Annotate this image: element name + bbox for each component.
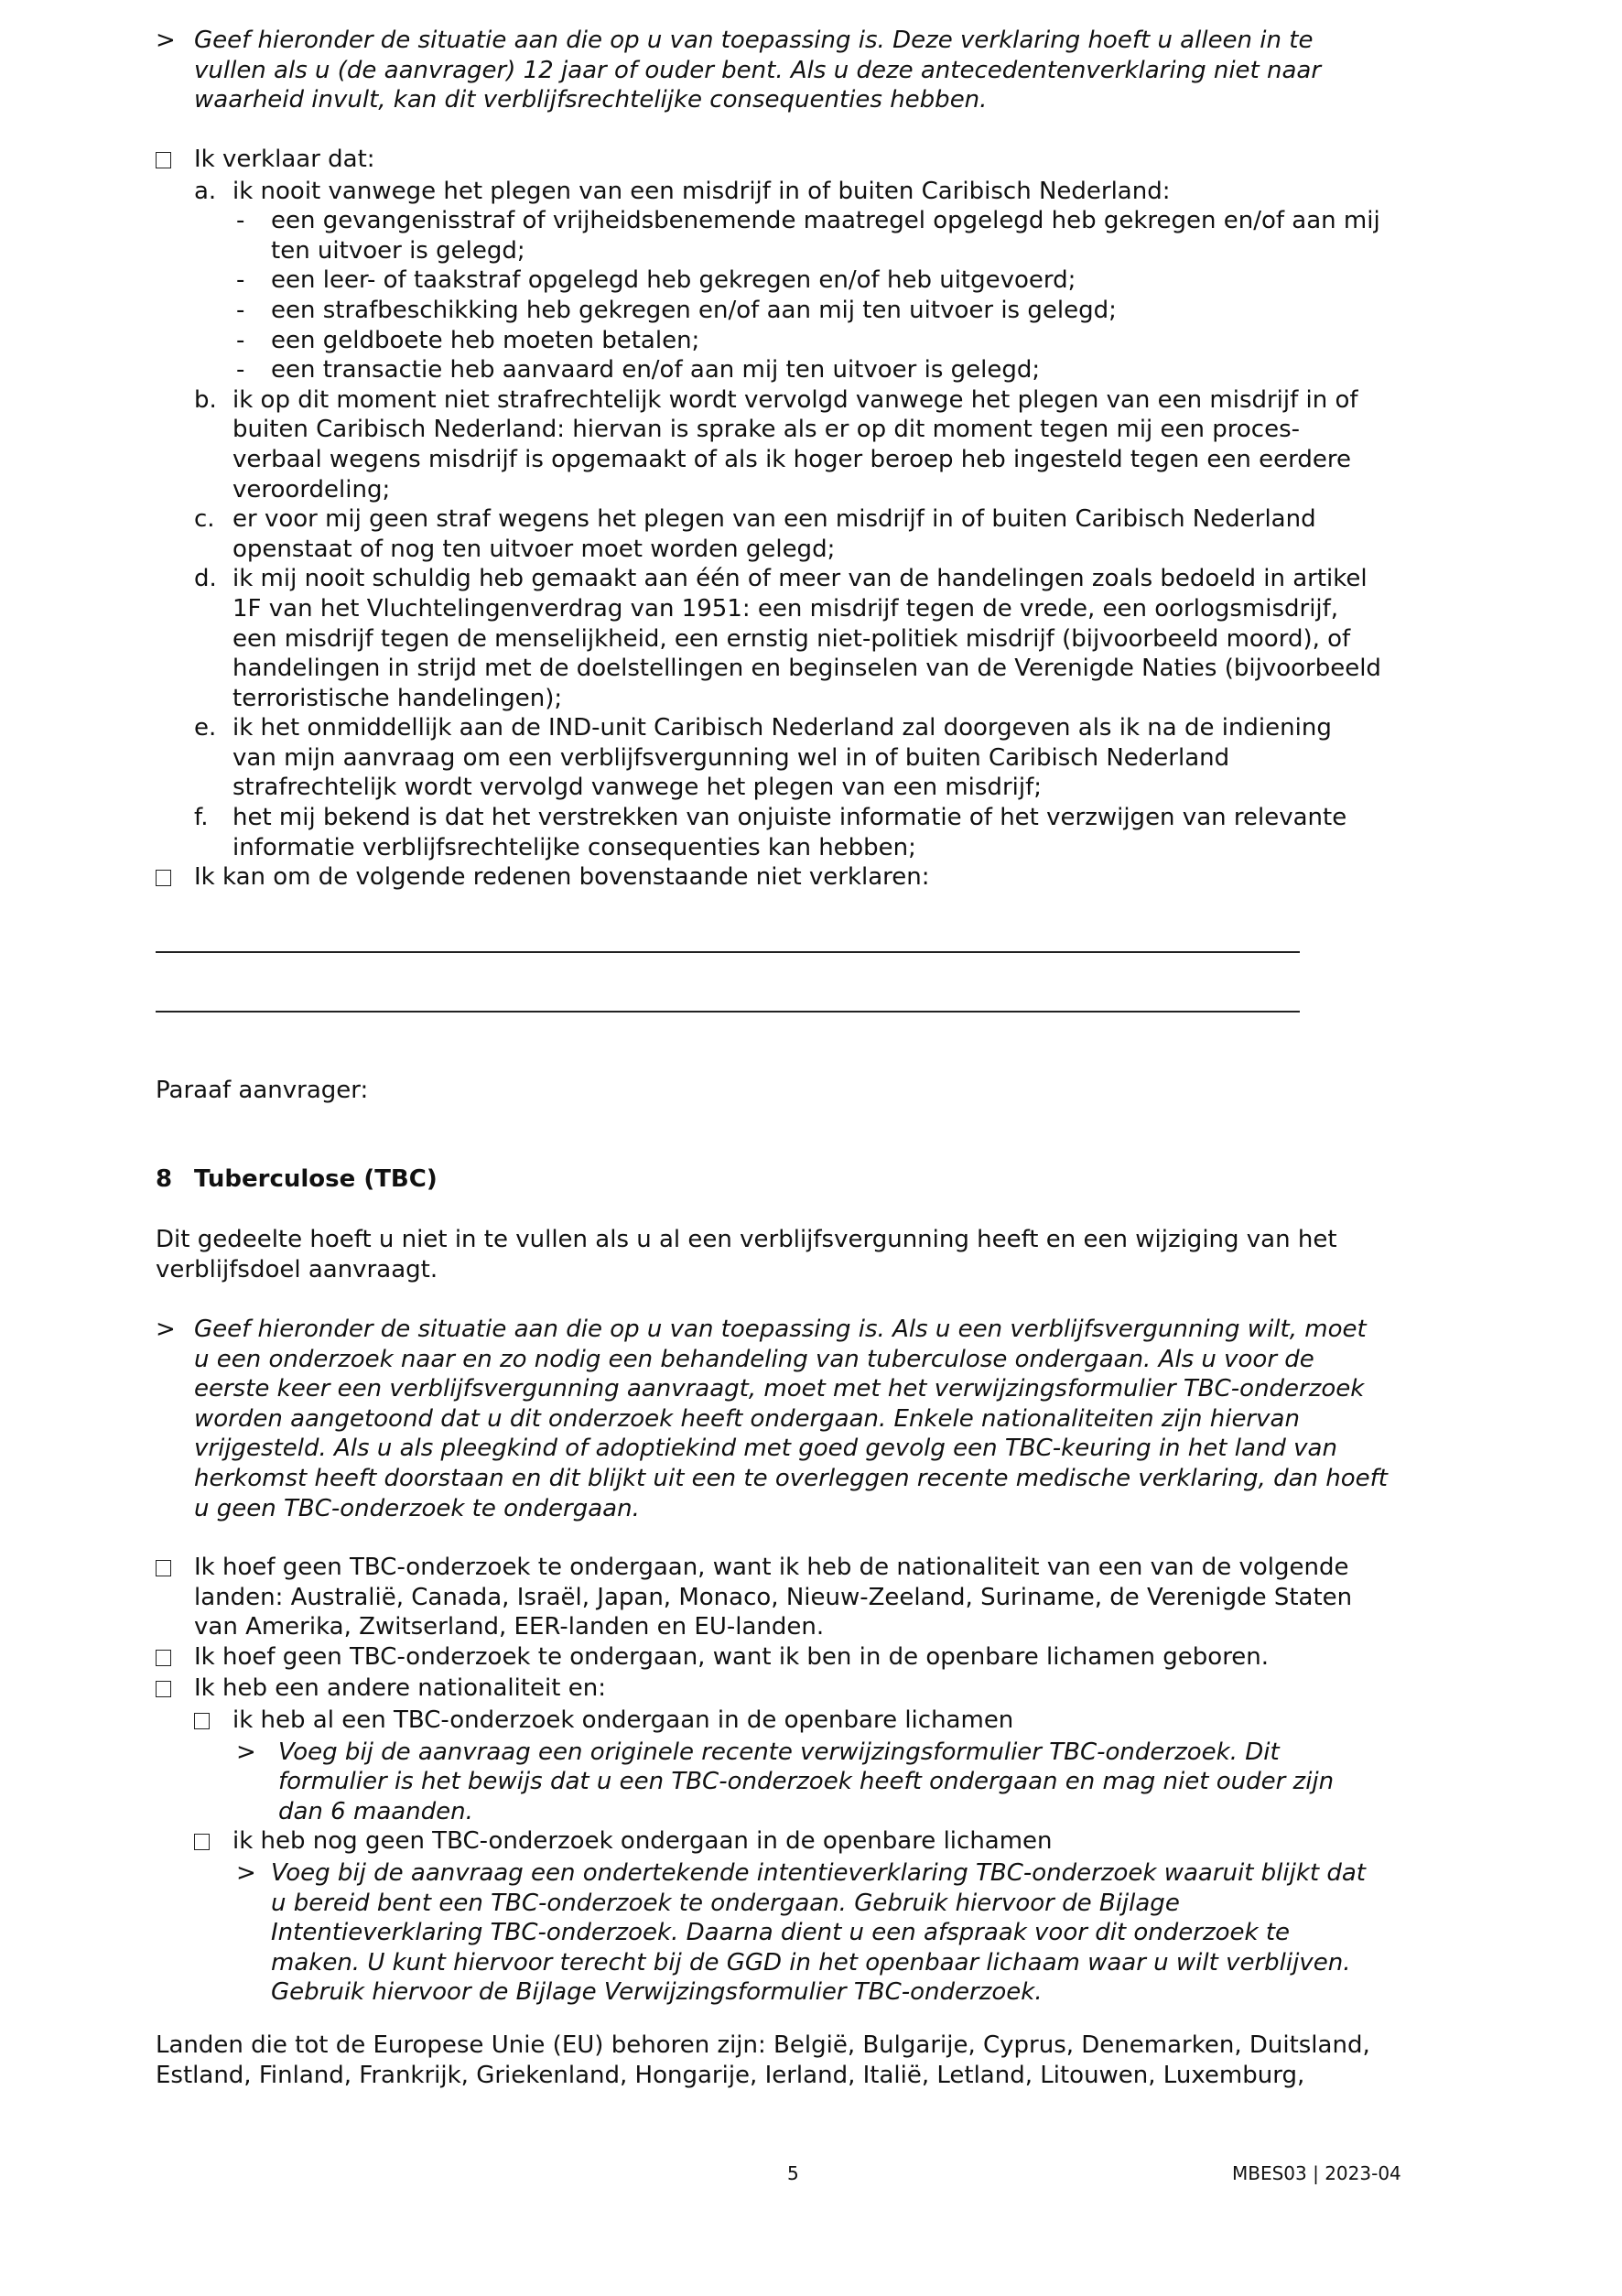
item-text: van mijn aanvraag om een verblijfsvergunning wel in of buiten Caribisch Nederland xyxy=(232,743,1230,772)
checkbox-declare[interactable] xyxy=(156,152,171,168)
item-text: strafrechtelijk wordt vervolgd vanwege het plegen van een misdrijf; xyxy=(232,774,1042,802)
suboption-note xyxy=(156,1858,1455,2008)
item-text: het mij bekend is dat het verstrekken van onjuiste informatie of het verzwijgen van relevante xyxy=(232,804,1347,832)
intro-line: Dit gedeelte hoeft u niet in te vullen als u al een verblijfsvergunning heeft en een wijziging van het xyxy=(156,1226,1337,1253)
subitem-text: een strafbeschikking heb gekregen en/of aan mij ten uitvoer is gelegd; xyxy=(271,296,1117,324)
option-text: landen: Australië, Canada, Israël, Japan, Monaco, Nieuw-Zeeland, Suriname, de Verenigde Staten xyxy=(194,1583,1353,1611)
instruction-line: worden aangetoond dat u dit onderzoek heeft ondergaan. Enkele nationaliteiten zijn hiervan xyxy=(194,1404,1300,1433)
tbc-option-other-nationality xyxy=(156,1673,1455,1706)
eu-countries xyxy=(156,2031,1455,2090)
declaration-section xyxy=(156,145,1455,894)
instruction-line: vrijgesteld. Als u als pleegkind of adoptiekind met goed gevolg een TBC-keuring in het land van xyxy=(194,1435,1337,1463)
tbc-option-exempt-nationality xyxy=(156,1553,1455,1642)
item-text: ik het onmiddellijk aan de IND-unit Caribisch Nederland zal doorgeven als ik na de indiening xyxy=(232,714,1332,742)
item-label: e. xyxy=(194,714,217,742)
instruction-line: u een onderzoek naar en zo nodig een behandeling van tuberculose ondergaan. Als u voor de xyxy=(194,1345,1314,1373)
instruction-line: waarheid invult, kan dit verblijfsrechtelijke consequenties hebben. xyxy=(194,86,988,114)
option-declare xyxy=(156,145,1455,177)
subitem xyxy=(156,206,1455,265)
tbc-instruction xyxy=(156,1315,1455,1523)
option-cannot-declare-label: Ik kan om de volgende redenen bovenstaande niet verklaren: xyxy=(194,863,930,892)
declaration-item-e xyxy=(156,713,1455,803)
item-text: buiten Caribisch Nederland: hiervan is sprake als er op dit moment tegen mij een proces- xyxy=(232,416,1301,444)
reason-line-2[interactable] xyxy=(156,1011,1300,1013)
checkbox-cannot-declare[interactable] xyxy=(156,870,171,886)
item-text: terroristische handelingen); xyxy=(232,684,563,712)
subitem xyxy=(156,265,1455,296)
section-number: 8 xyxy=(156,1165,173,1193)
note-line: formulier is het bewijs dat u een TBC-onderzoek heeft ondergaan en mag niet ouder zijn xyxy=(278,1768,1335,1796)
instruction-line: vullen als u (de aanvrager) 12 jaar of ouder bent. Als u deze antecedentenverklaring niet naar xyxy=(194,56,1322,84)
item-text: ik op dit moment niet strafrechtelijk wordt vervolgd vanwege het plegen van een misdrijf in of xyxy=(232,385,1358,414)
item-text: een misdrijf tegen de menselijkheid, een ernstig niet-politiek misdrijf (bijvoorbeeld moord), of xyxy=(232,624,1351,653)
subitem-text: een gevangenisstraf of vrijheidsbenemende maatregel opgelegd heb gekregen en/of aan mij xyxy=(271,207,1380,235)
note-line: dan 6 maanden. xyxy=(278,1797,473,1825)
suboption-note xyxy=(156,1738,1455,1827)
item-label: d. xyxy=(194,565,217,593)
declaration-item-c xyxy=(156,504,1455,564)
suboption-text: ik heb al een TBC-onderzoek ondergaan in de openbare lichamen xyxy=(232,1706,1014,1734)
item-label: b. xyxy=(194,385,217,414)
instruction-line: u geen TBC-onderzoek te ondergaan. xyxy=(194,1494,640,1522)
instruction-line: Geef hieronder de situatie aan die op u van toepassing is. Deze verklaring hoeft u alleen in te xyxy=(194,27,1314,54)
item-text: 1F van het Vluchtelingenverdrag van 1951: een misdrijf tegen de vrede, een oorlogsmisdrijf, xyxy=(232,594,1339,623)
item-text: informatie verblijfsrechtelijke consequenties kan hebben; xyxy=(232,833,916,861)
option-cannot-declare xyxy=(156,862,1455,894)
item-text: openstaat of nog ten uitvoer moet worden gelegd; xyxy=(232,535,836,563)
declaration-item-f xyxy=(156,803,1455,862)
subitem-text: een geldboete heb moeten betalen; xyxy=(271,326,700,354)
tbc-option-born-public-bodies xyxy=(156,1642,1455,1674)
note-line: Voeg bij de aanvraag een ondertekende intentieverklaring TBC-onderzoek waaruit blijkt dat xyxy=(271,1858,1366,1887)
pointer-icon: > xyxy=(236,1858,256,1887)
note-line: Voeg bij de aanvraag een originele recente verwijzingsformulier TBC-onderzoek. Dit xyxy=(278,1738,1280,1766)
section-title: Tuberculose (TBC) xyxy=(194,1165,438,1193)
declaration-item-d xyxy=(156,564,1455,713)
option-text: Ik heb een andere nationaliteit en: xyxy=(194,1674,606,1703)
note-line: maken. U kunt hiervoor terecht bij de GGD in het openbaar lichaam waar u wilt verblijven. xyxy=(271,1948,1351,1977)
subitem xyxy=(156,326,1455,356)
item-text: verbaal wegens misdrijf is opgemaakt of als ik hoger beroep heb ingesteld tegen een eerdere xyxy=(232,445,1351,473)
checkbox-not-yet-tested[interactable] xyxy=(194,1834,210,1850)
item-text: ik mij nooit schuldig heb gemaakt aan één of meer van de handelingen zoals bedoeld in artikel xyxy=(232,565,1368,593)
option-text: Ik hoef geen TBC-onderzoek te ondergaan, want ik ben in de openbare lichamen geboren. xyxy=(194,1642,1270,1671)
dash-icon: - xyxy=(236,266,245,295)
checkbox-born-public-bodies[interactable] xyxy=(156,1650,171,1666)
subitem-text: een leer- of taakstraf opgelegd heb gekregen en/of heb uitgevoerd; xyxy=(271,266,1076,295)
dash-icon: - xyxy=(236,356,245,384)
eu-line: Estland, Finland, Frankrijk, Griekenland, Hongarije, Ierland, Italië, Letland, Litouwen, Luxemburg, xyxy=(156,2061,1305,2089)
item-text: handelingen in strijd met de doelstellingen en beginselen van de Verenigde Naties (bijvoorbeeld xyxy=(232,655,1381,683)
tbc-suboption-not-yet-tested xyxy=(156,1826,1455,1858)
checkbox-other-nationality[interactable] xyxy=(156,1681,171,1697)
subitem-text: ten uitvoer is gelegd; xyxy=(271,236,525,265)
note-line: Intentieverklaring TBC-onderzoek. Daarna dient u een afspraak voor dit onderzoek te xyxy=(271,1919,1291,1947)
subitem xyxy=(156,296,1455,326)
subitem xyxy=(156,355,1455,385)
item-text: er voor mij geen straf wegens het plegen van een misdrijf in of buiten Caribisch Nederland xyxy=(232,505,1316,534)
instruction-line: eerste keer een verblijfsvergunning aanvraagt, moet met het verwijzingsformulier TBC-onderzoek xyxy=(194,1375,1365,1403)
reason-line-1[interactable] xyxy=(156,951,1300,953)
dash-icon: - xyxy=(236,207,245,235)
pointer-icon: > xyxy=(156,27,176,54)
dash-icon: - xyxy=(236,326,245,354)
item-label: a. xyxy=(194,177,217,205)
tbc-options xyxy=(156,1553,1455,2008)
note-line: u bereid bent een TBC-onderzoek te ondergaan. Gebruik hiervoor de Bijlage xyxy=(271,1889,1180,1917)
antecedents-instruction xyxy=(156,26,1455,115)
form-code: MBES03 | 2023-04 xyxy=(1232,2162,1401,2184)
section-intro xyxy=(156,1225,1455,1284)
page-number: 5 xyxy=(787,2162,799,2184)
item-text: ik nooit vanwege het plegen van een misdrijf in of buiten Caribisch Nederland: xyxy=(232,177,1171,205)
declaration-item-a xyxy=(156,177,1455,207)
option-text: Ik hoef geen TBC-onderzoek te ondergaan, want ik heb de nationaliteit van een van de volgende xyxy=(194,1554,1349,1581)
suboption-text: ik heb nog geen TBC-onderzoek ondergaan in de openbare lichamen xyxy=(232,1827,1053,1856)
item-text: veroordeling; xyxy=(232,475,391,504)
dash-icon: - xyxy=(236,296,245,324)
instruction-line: herkomst heeft doorstaan en dit blijkt uit een te overleggen recente medische verklaring, dan hoeft xyxy=(194,1464,1388,1492)
note-line: Gebruik hiervoor de Bijlage Verwijzingsformulier TBC-onderzoek. xyxy=(271,1978,1043,2007)
item-label: f. xyxy=(194,804,209,832)
checkbox-already-tested[interactable] xyxy=(194,1713,210,1729)
pointer-icon: > xyxy=(156,1316,176,1343)
option-text: van Amerika, Zwitserland, EER-landen en EU-landen. xyxy=(194,1613,825,1641)
option-declare-label: Ik verklaar dat: xyxy=(194,146,375,173)
subitem-text: een transactie heb aanvaard en/of aan mij ten uitvoer is gelegd; xyxy=(271,356,1041,384)
section-heading xyxy=(156,1164,438,1195)
declaration-item-b xyxy=(156,385,1455,504)
eu-line: Landen die tot de Europese Unie (EU) behoren zijn: België, Bulgarije, Cyprus, Denemarken, Duitsland, xyxy=(156,2031,1370,2059)
intro-line: verblijfsdoel aanvraagt. xyxy=(156,1255,438,1283)
checkbox-exempt-nationality[interactable] xyxy=(156,1560,171,1576)
initials-label: Paraaf aanvrager: xyxy=(156,1077,369,1104)
item-label: c. xyxy=(194,505,215,534)
pointer-icon: > xyxy=(236,1738,256,1766)
instruction-line: Geef hieronder de situatie aan die op u van toepassing is. Als u een verblijfsvergunning wilt, moet xyxy=(194,1316,1367,1343)
tbc-suboption-already-tested xyxy=(156,1706,1455,1738)
